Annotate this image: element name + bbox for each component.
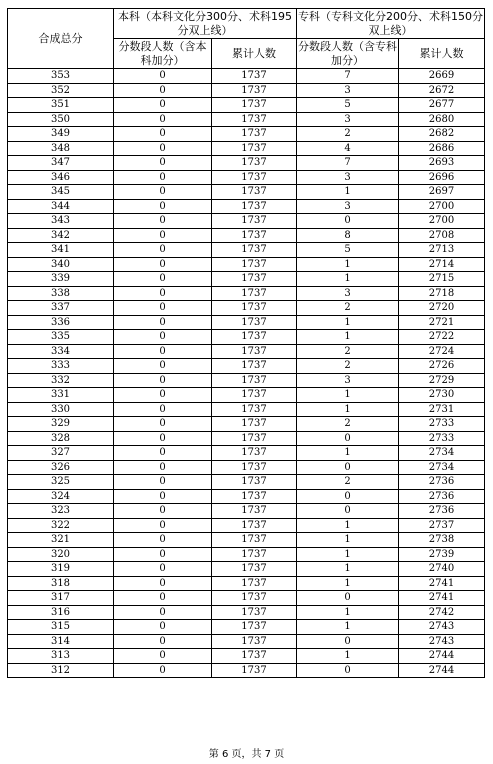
zhuanke-count-cell: 3 bbox=[297, 112, 399, 127]
table-row bbox=[8, 156, 485, 171]
zhuanke-cumulative-cell: 2741 bbox=[399, 576, 485, 591]
table-row bbox=[8, 504, 485, 519]
table-row bbox=[8, 170, 485, 185]
zhuanke-cumulative-cell: 2741 bbox=[399, 591, 485, 606]
zhuanke-cumulative-cell: 2736 bbox=[399, 475, 485, 490]
benke-count-cell: 0 bbox=[114, 301, 212, 316]
zhuanke-count-cell: 0 bbox=[297, 460, 399, 475]
zhuanke-count-cell: 2 bbox=[297, 475, 399, 490]
zhuanke-count-cell: 0 bbox=[297, 489, 399, 504]
score-cell: 317 bbox=[8, 591, 114, 606]
benke-cumulative-cell: 1737 bbox=[212, 170, 297, 185]
benke-count-cell: 0 bbox=[114, 83, 212, 98]
zhuanke-cumulative-cell: 2714 bbox=[399, 257, 485, 272]
table-row bbox=[8, 228, 485, 243]
table-row bbox=[8, 257, 485, 272]
benke-count-cell: 0 bbox=[114, 170, 212, 185]
zhuanke-count-cell: 0 bbox=[297, 504, 399, 519]
zhuanke-count-cell: 1 bbox=[297, 272, 399, 287]
zhuanke-count-cell: 0 bbox=[297, 214, 399, 229]
benke-count-cell: 0 bbox=[114, 141, 212, 156]
zhuanke-count-cell: 1 bbox=[297, 518, 399, 533]
benke-cumulative-cell: 1737 bbox=[212, 315, 297, 330]
benke-cumulative-cell: 1737 bbox=[212, 98, 297, 113]
benke-count-cell: 0 bbox=[114, 98, 212, 113]
score-cell: 325 bbox=[8, 475, 114, 490]
benke-cumulative-cell: 1737 bbox=[212, 634, 297, 649]
benke-cumulative-cell: 1737 bbox=[212, 286, 297, 301]
benke-count-cell: 0 bbox=[114, 359, 212, 374]
table-row bbox=[8, 417, 485, 432]
zhuanke-cumulative-cell: 2742 bbox=[399, 605, 485, 620]
score-cell: 340 bbox=[8, 257, 114, 272]
zhuanke-cumulative-cell: 2737 bbox=[399, 518, 485, 533]
score-cell: 332 bbox=[8, 373, 114, 388]
benke-count-cell: 0 bbox=[114, 330, 212, 345]
score-cell: 348 bbox=[8, 141, 114, 156]
benke-cumulative-cell: 1737 bbox=[212, 199, 297, 214]
zhuanke-count-cell: 1 bbox=[297, 547, 399, 562]
zhuanke-cumulative-cell: 2720 bbox=[399, 301, 485, 316]
table-row bbox=[8, 649, 485, 664]
table-row bbox=[8, 185, 485, 200]
benke-count-cell: 0 bbox=[114, 620, 212, 635]
score-cell: 318 bbox=[8, 576, 114, 591]
zhuanke-cumulative-cell: 2733 bbox=[399, 417, 485, 432]
table-row bbox=[8, 388, 485, 403]
benke-cumulative-cell: 1737 bbox=[212, 185, 297, 200]
benke-cumulative-cell: 1737 bbox=[212, 402, 297, 417]
benke-cumulative-cell: 1737 bbox=[212, 141, 297, 156]
benke-count-cell: 0 bbox=[114, 272, 212, 287]
score-cell: 345 bbox=[8, 185, 114, 200]
table-row bbox=[8, 199, 485, 214]
score-cell: 339 bbox=[8, 272, 114, 287]
header-zhuanke-count: 分数段人数（含专科加分） bbox=[298, 39, 397, 67]
table-row bbox=[8, 489, 485, 504]
header-benke-count: 分数段人数（含本科加分） bbox=[114, 39, 212, 69]
score-cell: 344 bbox=[8, 199, 114, 214]
benke-count-cell: 0 bbox=[114, 388, 212, 403]
score-cell: 333 bbox=[8, 359, 114, 374]
score-cell: 341 bbox=[8, 243, 114, 258]
benke-cumulative-cell: 1737 bbox=[212, 301, 297, 316]
benke-cumulative-cell: 1737 bbox=[212, 460, 297, 475]
benke-cumulative-cell: 1737 bbox=[212, 156, 297, 171]
benke-cumulative-cell: 1737 bbox=[212, 330, 297, 345]
score-cell: 338 bbox=[8, 286, 114, 301]
score-cell: 326 bbox=[8, 460, 114, 475]
zhuanke-count-cell: 3 bbox=[297, 83, 399, 98]
benke-count-cell: 0 bbox=[114, 156, 212, 171]
table-row bbox=[8, 214, 485, 229]
score-cell: 352 bbox=[8, 83, 114, 98]
benke-cumulative-cell: 1737 bbox=[212, 663, 297, 678]
table-row bbox=[8, 112, 485, 127]
benke-cumulative-cell: 1737 bbox=[212, 533, 297, 548]
score-cell: 331 bbox=[8, 388, 114, 403]
score-cell: 353 bbox=[8, 69, 114, 84]
table-row bbox=[8, 83, 485, 98]
table-row bbox=[8, 330, 485, 345]
zhuanke-cumulative-cell: 2730 bbox=[399, 388, 485, 403]
zhuanke-cumulative-cell: 2697 bbox=[399, 185, 485, 200]
score-cell: 314 bbox=[8, 634, 114, 649]
table-row bbox=[8, 315, 485, 330]
zhuanke-count-cell: 7 bbox=[297, 156, 399, 171]
table-row bbox=[8, 460, 485, 475]
zhuanke-count-cell: 2 bbox=[297, 127, 399, 142]
table-row bbox=[8, 518, 485, 533]
benke-count-cell: 0 bbox=[114, 431, 212, 446]
header-benke-cumulative: 累计人数 bbox=[212, 39, 297, 69]
zhuanke-count-cell: 2 bbox=[297, 301, 399, 316]
benke-count-cell: 0 bbox=[114, 533, 212, 548]
score-cell: 315 bbox=[8, 620, 114, 635]
benke-cumulative-cell: 1737 bbox=[212, 547, 297, 562]
table-row bbox=[8, 475, 485, 490]
benke-cumulative-cell: 1737 bbox=[212, 649, 297, 664]
benke-count-cell: 0 bbox=[114, 257, 212, 272]
benke-count-cell: 0 bbox=[114, 475, 212, 490]
benke-cumulative-cell: 1737 bbox=[212, 69, 297, 84]
benke-count-cell: 0 bbox=[114, 504, 212, 519]
benke-cumulative-cell: 1737 bbox=[212, 228, 297, 243]
table-row bbox=[8, 127, 485, 142]
zhuanke-count-cell: 4 bbox=[297, 141, 399, 156]
benke-count-cell: 0 bbox=[114, 199, 212, 214]
zhuanke-cumulative-cell: 2713 bbox=[399, 243, 485, 258]
benke-cumulative-cell: 1737 bbox=[212, 127, 297, 142]
zhuanke-cumulative-cell: 2721 bbox=[399, 315, 485, 330]
zhuanke-count-cell: 1 bbox=[297, 315, 399, 330]
score-cell: 347 bbox=[8, 156, 114, 171]
benke-count-cell: 0 bbox=[114, 562, 212, 577]
benke-count-cell: 0 bbox=[114, 547, 212, 562]
benke-count-cell: 0 bbox=[114, 315, 212, 330]
benke-count-cell: 0 bbox=[114, 446, 212, 461]
score-cell: 336 bbox=[8, 315, 114, 330]
score-distribution-table bbox=[7, 8, 485, 678]
benke-cumulative-cell: 1737 bbox=[212, 620, 297, 635]
table-row bbox=[8, 243, 485, 258]
zhuanke-cumulative-cell: 2680 bbox=[399, 112, 485, 127]
table-row bbox=[8, 533, 485, 548]
zhuanke-cumulative-cell: 2677 bbox=[399, 98, 485, 113]
table-row bbox=[8, 301, 485, 316]
zhuanke-count-cell: 3 bbox=[297, 199, 399, 214]
zhuanke-cumulative-cell: 2718 bbox=[399, 286, 485, 301]
zhuanke-cumulative-cell: 2708 bbox=[399, 228, 485, 243]
benke-cumulative-cell: 1737 bbox=[212, 344, 297, 359]
zhuanke-cumulative-cell: 2739 bbox=[399, 547, 485, 562]
table-row bbox=[8, 359, 485, 374]
zhuanke-count-cell: 0 bbox=[297, 591, 399, 606]
table-row bbox=[8, 141, 485, 156]
benke-count-cell: 0 bbox=[114, 489, 212, 504]
zhuanke-cumulative-cell: 2722 bbox=[399, 330, 485, 345]
benke-count-cell: 0 bbox=[114, 214, 212, 229]
table-row bbox=[8, 591, 485, 606]
table-row bbox=[8, 344, 485, 359]
benke-count-cell: 0 bbox=[114, 228, 212, 243]
score-cell: 323 bbox=[8, 504, 114, 519]
score-cell: 342 bbox=[8, 228, 114, 243]
score-cell: 313 bbox=[8, 649, 114, 664]
benke-cumulative-cell: 1737 bbox=[212, 417, 297, 432]
zhuanke-count-cell: 5 bbox=[297, 243, 399, 258]
score-cell: 349 bbox=[8, 127, 114, 142]
score-cell: 316 bbox=[8, 605, 114, 620]
zhuanke-cumulative-cell: 2736 bbox=[399, 504, 485, 519]
zhuanke-count-cell: 3 bbox=[297, 373, 399, 388]
benke-cumulative-cell: 1737 bbox=[212, 112, 297, 127]
zhuanke-count-cell: 3 bbox=[297, 170, 399, 185]
benke-count-cell: 0 bbox=[114, 649, 212, 664]
zhuanke-cumulative-cell: 2693 bbox=[399, 156, 485, 171]
benke-cumulative-cell: 1737 bbox=[212, 475, 297, 490]
table-row bbox=[8, 402, 485, 417]
zhuanke-cumulative-cell: 2736 bbox=[399, 489, 485, 504]
score-cell: 327 bbox=[8, 446, 114, 461]
zhuanke-count-cell: 1 bbox=[297, 446, 399, 461]
zhuanke-count-cell: 3 bbox=[297, 286, 399, 301]
table-row bbox=[8, 634, 485, 649]
score-cell: 334 bbox=[8, 344, 114, 359]
zhuanke-cumulative-cell: 2715 bbox=[399, 272, 485, 287]
zhuanke-cumulative-cell: 2733 bbox=[399, 431, 485, 446]
zhuanke-cumulative-cell: 2700 bbox=[399, 199, 485, 214]
benke-count-cell: 0 bbox=[114, 373, 212, 388]
zhuanke-count-cell: 1 bbox=[297, 605, 399, 620]
benke-cumulative-cell: 1737 bbox=[212, 272, 297, 287]
benke-cumulative-cell: 1737 bbox=[212, 576, 297, 591]
table-row bbox=[8, 562, 485, 577]
score-cell: 337 bbox=[8, 301, 114, 316]
benke-count-cell: 0 bbox=[114, 286, 212, 301]
header-total-score: 合成总分 bbox=[8, 9, 114, 69]
zhuanke-cumulative-cell: 2731 bbox=[399, 402, 485, 417]
benke-count-cell: 0 bbox=[114, 605, 212, 620]
table-row bbox=[8, 431, 485, 446]
benke-cumulative-cell: 1737 bbox=[212, 257, 297, 272]
zhuanke-cumulative-cell: 2700 bbox=[399, 214, 485, 229]
benke-count-cell: 0 bbox=[114, 591, 212, 606]
score-cell: 335 bbox=[8, 330, 114, 345]
zhuanke-count-cell: 2 bbox=[297, 359, 399, 374]
zhuanke-cumulative-cell: 2729 bbox=[399, 373, 485, 388]
benke-count-cell: 0 bbox=[114, 185, 212, 200]
zhuanke-count-cell: 2 bbox=[297, 344, 399, 359]
table-row bbox=[8, 69, 485, 84]
benke-count-cell: 0 bbox=[114, 460, 212, 475]
table-row bbox=[8, 547, 485, 562]
zhuanke-count-cell: 0 bbox=[297, 431, 399, 446]
zhuanke-count-cell: 1 bbox=[297, 562, 399, 577]
zhuanke-count-cell: 1 bbox=[297, 533, 399, 548]
benke-cumulative-cell: 1737 bbox=[212, 562, 297, 577]
zhuanke-cumulative-cell: 2740 bbox=[399, 562, 485, 577]
zhuanke-count-cell: 0 bbox=[297, 634, 399, 649]
zhuanke-count-cell: 5 bbox=[297, 98, 399, 113]
score-cell: 322 bbox=[8, 518, 114, 533]
benke-cumulative-cell: 1737 bbox=[212, 446, 297, 461]
zhuanke-cumulative-cell: 2686 bbox=[399, 141, 485, 156]
score-cell: 329 bbox=[8, 417, 114, 432]
zhuanke-count-cell: 1 bbox=[297, 330, 399, 345]
benke-count-cell: 0 bbox=[114, 634, 212, 649]
score-cell: 351 bbox=[8, 98, 114, 113]
score-cell: 328 bbox=[8, 431, 114, 446]
benke-count-cell: 0 bbox=[114, 417, 212, 432]
score-cell: 330 bbox=[8, 402, 114, 417]
score-cell: 312 bbox=[8, 663, 114, 678]
zhuanke-count-cell: 8 bbox=[297, 228, 399, 243]
zhuanke-cumulative-cell: 2738 bbox=[399, 533, 485, 548]
zhuanke-cumulative-cell: 2744 bbox=[399, 663, 485, 678]
benke-cumulative-cell: 1737 bbox=[212, 83, 297, 98]
zhuanke-cumulative-cell: 2669 bbox=[399, 69, 485, 84]
table-row bbox=[8, 576, 485, 591]
table-row bbox=[8, 373, 485, 388]
score-cell: 343 bbox=[8, 214, 114, 229]
zhuanke-cumulative-cell: 2743 bbox=[399, 620, 485, 635]
table-row bbox=[8, 286, 485, 301]
zhuanke-cumulative-cell: 2744 bbox=[399, 649, 485, 664]
zhuanke-count-cell: 1 bbox=[297, 257, 399, 272]
zhuanke-count-cell: 1 bbox=[297, 185, 399, 200]
zhuanke-cumulative-cell: 2724 bbox=[399, 344, 485, 359]
header-zhuanke-group: 专科（专科文化分200分、术科150分双上线） bbox=[298, 9, 483, 37]
benke-cumulative-cell: 1737 bbox=[212, 243, 297, 258]
zhuanke-cumulative-cell: 2734 bbox=[399, 446, 485, 461]
score-cell: 346 bbox=[8, 170, 114, 185]
zhuanke-cumulative-cell: 2696 bbox=[399, 170, 485, 185]
zhuanke-count-cell: 0 bbox=[297, 663, 399, 678]
benke-cumulative-cell: 1737 bbox=[212, 489, 297, 504]
benke-count-cell: 0 bbox=[114, 344, 212, 359]
score-cell: 321 bbox=[8, 533, 114, 548]
header-benke-group: 本科（本科文化分300分、术科195分双上线） bbox=[114, 9, 297, 39]
score-cell: 319 bbox=[8, 562, 114, 577]
table-row bbox=[8, 663, 485, 678]
table-row bbox=[8, 272, 485, 287]
page-footer: 第 6 页，共 7 页 bbox=[208, 749, 285, 760]
zhuanke-cumulative-cell: 2672 bbox=[399, 83, 485, 98]
score-cell: 320 bbox=[8, 547, 114, 562]
header-zhuanke-cumulative: 累计人数 bbox=[399, 39, 485, 69]
table-row bbox=[8, 446, 485, 461]
benke-cumulative-cell: 1737 bbox=[212, 388, 297, 403]
benke-count-cell: 0 bbox=[114, 243, 212, 258]
zhuanke-cumulative-cell: 2682 bbox=[399, 127, 485, 142]
benke-cumulative-cell: 1737 bbox=[212, 359, 297, 374]
zhuanke-cumulative-cell: 2734 bbox=[399, 460, 485, 475]
zhuanke-cumulative-cell: 2743 bbox=[399, 634, 485, 649]
benke-count-cell: 0 bbox=[114, 112, 212, 127]
benke-count-cell: 0 bbox=[114, 663, 212, 678]
zhuanke-count-cell: 1 bbox=[297, 620, 399, 635]
benke-cumulative-cell: 1737 bbox=[212, 518, 297, 533]
zhuanke-count-cell: 1 bbox=[297, 402, 399, 417]
benke-cumulative-cell: 1737 bbox=[212, 504, 297, 519]
benke-cumulative-cell: 1737 bbox=[212, 431, 297, 446]
score-cell: 350 bbox=[8, 112, 114, 127]
benke-count-cell: 0 bbox=[114, 127, 212, 142]
table-row bbox=[8, 98, 485, 113]
benke-cumulative-cell: 1737 bbox=[212, 373, 297, 388]
benke-cumulative-cell: 1737 bbox=[212, 605, 297, 620]
zhuanke-cumulative-cell: 2726 bbox=[399, 359, 485, 374]
score-cell: 324 bbox=[8, 489, 114, 504]
benke-count-cell: 0 bbox=[114, 69, 212, 84]
table-row bbox=[8, 620, 485, 635]
benke-cumulative-cell: 1737 bbox=[212, 214, 297, 229]
zhuanke-count-cell: 7 bbox=[297, 69, 399, 84]
zhuanke-count-cell: 1 bbox=[297, 649, 399, 664]
table-row bbox=[8, 605, 485, 620]
benke-count-cell: 0 bbox=[114, 518, 212, 533]
zhuanke-count-cell: 1 bbox=[297, 576, 399, 591]
zhuanke-count-cell: 1 bbox=[297, 388, 399, 403]
benke-count-cell: 0 bbox=[114, 576, 212, 591]
benke-count-cell: 0 bbox=[114, 402, 212, 417]
benke-cumulative-cell: 1737 bbox=[212, 591, 297, 606]
table-body bbox=[8, 69, 485, 678]
zhuanke-count-cell: 2 bbox=[297, 417, 399, 432]
